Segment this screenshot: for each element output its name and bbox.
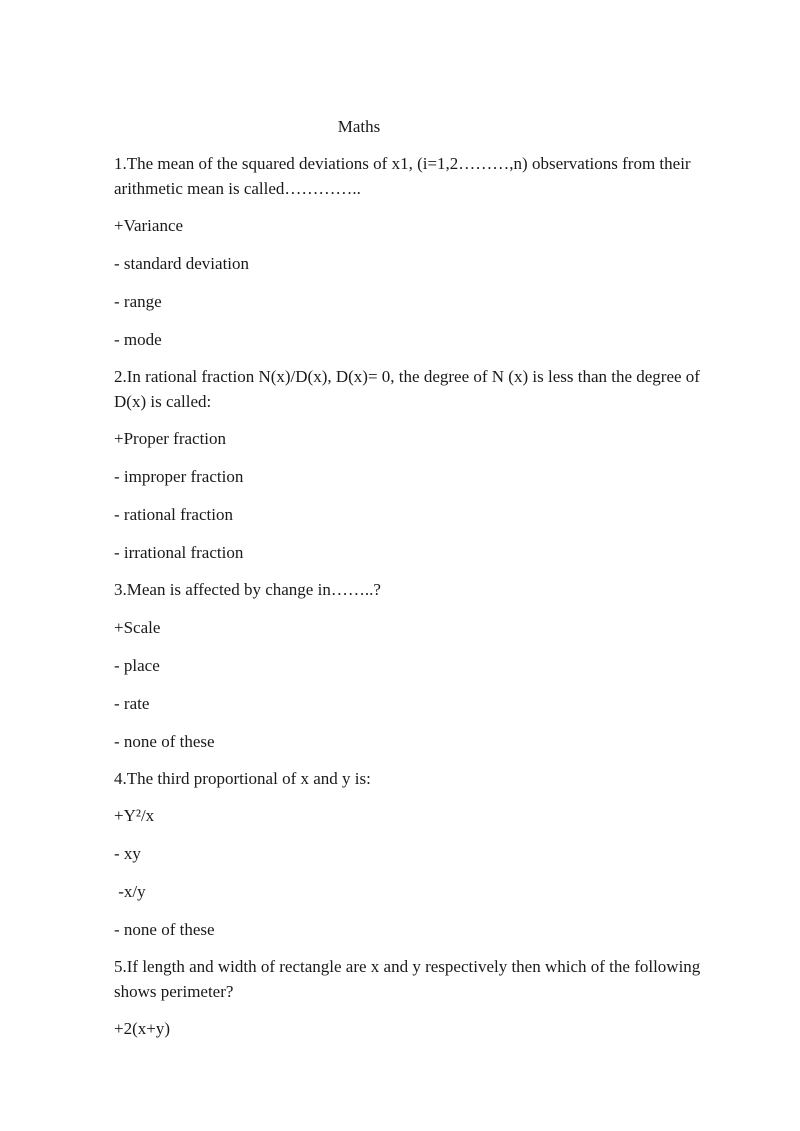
- question-4-text: 4.The third proportional of x and y is:: [114, 768, 371, 788]
- question-4-option-3: -x/y: [114, 882, 146, 901]
- question-3-option-2: - place: [114, 655, 160, 675]
- question-3-text: 3.Mean is affected by change in……..?: [114, 580, 381, 599]
- question-list: [114, 152, 724, 1054]
- question-3-option-1: +Scale: [114, 617, 161, 637]
- question-4-option-2: - xy: [114, 844, 141, 863]
- question-5-text: 5.If length and width of rectangle are x and y respectively then which of the following shows perimeter?: [114, 957, 701, 1001]
- question-1-option-4: - mode: [114, 330, 162, 349]
- question-3-option-4: - none of these: [114, 731, 215, 751]
- question-1-option-2: - standard deviation: [114, 254, 250, 273]
- question-5-option-1: +2(x+y): [114, 1019, 170, 1038]
- document-title: Maths: [337, 117, 381, 136]
- question-2-option-4: - irrational fraction: [114, 543, 244, 562]
- question-1-text: 1.The mean of the squared deviations of x1, (i=1,2………,n) observations from their arithmetic mean is called…………..: [114, 154, 691, 198]
- question-3-option-3: - rate: [114, 693, 150, 713]
- question-2-option-3: - rational fraction: [114, 505, 233, 524]
- question-2-option-1: +Proper fraction: [114, 429, 227, 448]
- question-1-option-3: - range: [114, 292, 162, 311]
- question-2-text: 2.In rational fraction N(x)/D(x), D(x)= 0, the degree of N (x) is less than the degree of D(x) is called:: [114, 367, 700, 411]
- question-1-option-1: +Variance: [114, 216, 184, 235]
- question-4-option-1: +Y²/x: [114, 806, 155, 825]
- question-4-option-4: - none of these: [114, 920, 215, 939]
- question-2-option-2: - improper fraction: [114, 467, 244, 486]
